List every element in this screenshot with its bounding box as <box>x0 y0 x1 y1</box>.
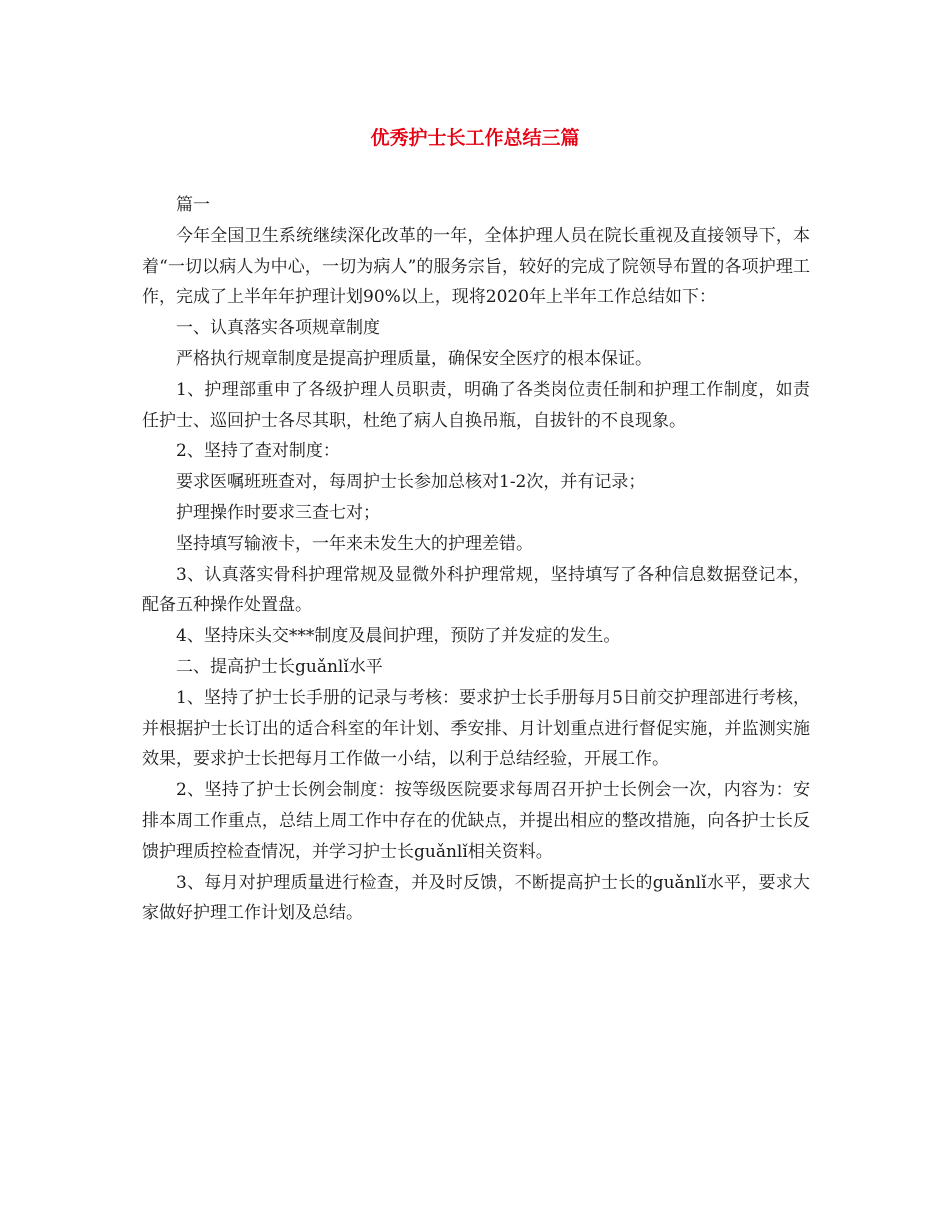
paragraph: 4、坚持床头交***制度及晨间护理，预防了并发症的发生。 <box>176 626 621 647</box>
paragraph: 坚持填写输液卡，一年来未发生大的护理差错。 <box>176 533 533 554</box>
paragraph: 3、认真落实骨科护理常规及显微外科护理常规，坚持填写了各种信息数据登记本，配备五种操作处置盘。 <box>142 564 810 616</box>
paragraph: 要求医嘱班班查对，每周护士长参加总核对1-2次，并有记录； <box>176 472 646 493</box>
document-title: 优秀护士长工作总结三篇 <box>370 127 580 149</box>
heading-section-1: 一、认真落实各项规章制度 <box>176 318 380 339</box>
document-body <box>142 190 810 929</box>
paragraph: 2、坚持了查对制度： <box>176 441 340 462</box>
paragraph: 1、护理部重申了各级护理人员职责，明确了各类岗位责任制和护理工作制度，如责任护士、巡回护士各尽其职，杜绝了病人自换吊瓶，自拔针的不良现象。 <box>142 379 810 431</box>
paragraph-section-label: 篇一 <box>176 195 210 215</box>
paragraph: 严格执行规章制度是提高护理质量，确保安全医疗的根本保证。 <box>176 348 652 369</box>
heading-section-2: 二、提高护士长guǎnlǐ水平 <box>176 656 383 677</box>
paragraph: 2、坚持了护士长例会制度：按等级医院要求每周召开护士长例会一次，内容为：安排本周工作重点，总结上周工作中存在的优缺点，并提出相应的整改措施，向各护士长反馈护理质控检查情况，并学习护士长guǎnlǐ相关资料。 <box>142 780 810 862</box>
paragraph: 1、坚持了护士长手册的记录与考核：要求护士长手册每月5日前交护理部进行考核，并根据护士长订出的适合科室的年计划、季安排、月计划重点进行督促实施，并监测实施效果，要求护士长把每月工作做一小结，以利于总结经验，开展工作。 <box>142 687 810 770</box>
paragraph: 3、每月对护理质量进行检查，并及时反馈，不断提高护士长的guǎnlǐ水平，要求大家做好护理工作计划及总结。 <box>142 872 810 924</box>
paragraph-intro: 今年全国卫生系统继续深化改革的一年，全体护理人员在院长重视及直接领导下，本着“一切以病人为中心，一切为病人”的服务宗旨，较好的完成了院领导布置的各项护理工作，完成了上半年年护理计划90%以上，现将2020年上半年工作总结如下： <box>142 225 810 308</box>
paragraph: 护理操作时要求三查七对； <box>176 502 380 523</box>
